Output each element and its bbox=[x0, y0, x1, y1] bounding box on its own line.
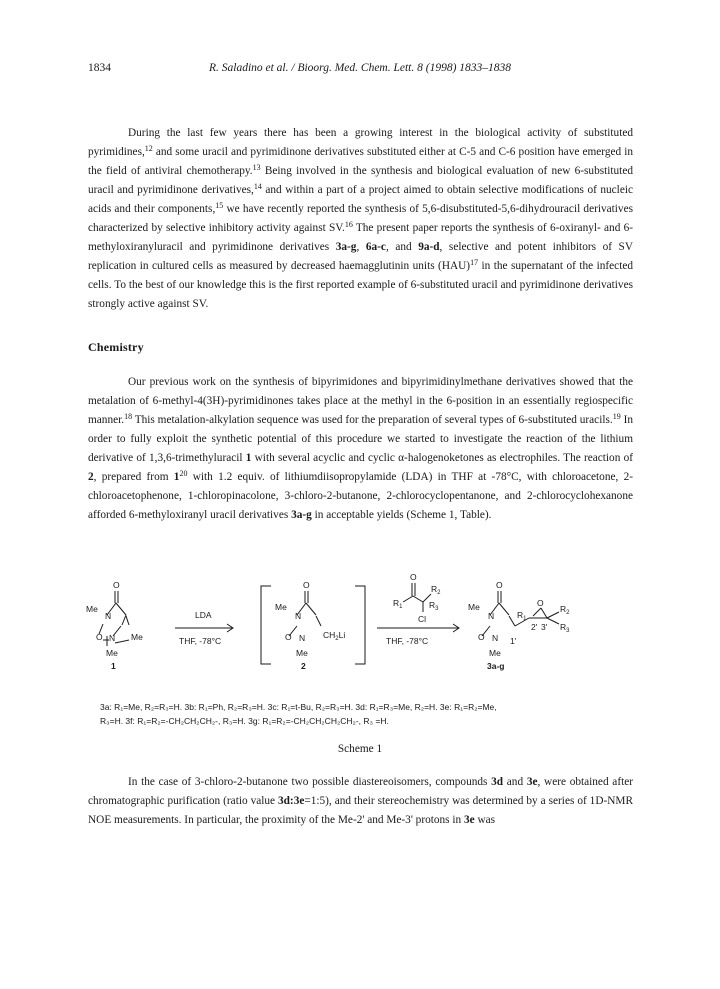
atom-label: $R_2$ bbox=[431, 584, 441, 596]
atom-label: Me bbox=[296, 648, 308, 658]
atom-label: N bbox=[299, 633, 306, 643]
running-header: R. Saladino et al. / Bioorg. Med. Chem. Lett. 8 (1998) 1833–1838 bbox=[208, 62, 512, 74]
ref-18: 18 bbox=[124, 412, 133, 421]
chemistry-paragraph: Our previous work on the synthesis of bipyrimidones and bipyrimidinylmethane derivatives showed that the metalation of 6-methyl-4(3H)-pyrimidinones takes place at the methyl in the 6-position in an essentially regiospecific manner.$^{18}$ This metalation-alkylation sequence was used for the preparation of several types of 6-substituted uracils.$^{19}$ In order to fully exploit the synthetic potential of this procedure we started to investigate the reaction of the lithium derivative of 1,3,6-trimethyluracil 1 with several acyclic and cyclic α-halogenoketones as electrophiles. The reaction of 2, prepared from $1^{20}$ with 1.2 equiv. of lithiumdiisopropylamide (LDA) in THF at -78°C, with chloroacetone, 2-chloroacetophenone, 1-chloropinacolone, 3-chloro-2-butanone, 2-chlorocyclopentanone, and 2-chlorocyclohexanone afforded 6-methyloxiranyl uracil derivatives 3a-g in acceptable yields (Scheme 1, Table). bbox=[88, 376, 633, 521]
atom-label: $R_2$ bbox=[560, 604, 570, 616]
ref-19: 19 bbox=[612, 412, 621, 421]
atom-label: $R_3$ bbox=[429, 600, 439, 612]
atom-label: O bbox=[496, 580, 503, 590]
reagent-lda: LDA bbox=[195, 610, 212, 620]
ref-20: 20 bbox=[179, 469, 188, 478]
atom-label: N bbox=[105, 611, 112, 621]
atom-label: Me bbox=[489, 648, 501, 658]
page-number: 1834 bbox=[88, 62, 111, 74]
scheme-caption-line-1: 3a: R₁=Me, R₂=R₃=H. 3b: R₁=Ph, R₂=R₃=H. 3c: R₁=t-Bu, R₂=R₃=H. 3d: R₁=R₃=Me, R₂=H. 3e: R₁=R₂=Me, bbox=[100, 702, 497, 712]
atom-label: Me bbox=[106, 648, 118, 658]
atom-label: O bbox=[303, 580, 310, 590]
scheme-caption-line-2: R₃=H. 3f: R₁=R₂=-CH₂CH₂CH₂-, R₃=H. 3g: R₁=R₂=-CH₂CH₂CH₂CH₂-, R₃ =H. bbox=[100, 716, 389, 726]
atom-label: N bbox=[492, 633, 499, 643]
atom-label: N bbox=[109, 633, 116, 643]
atom-label: O bbox=[410, 572, 417, 582]
atom-label: Cl bbox=[418, 614, 427, 624]
atom-label: Me bbox=[131, 632, 143, 642]
atom-label: N bbox=[488, 611, 495, 621]
atom-label: $R_1$ bbox=[393, 598, 403, 610]
diastereomer-paragraph: In the case of 3-chloro-2-butanone two possible diastereoisomers, compounds 3d and 3e, were obtained after chromatographic purification (ratio value 3d:3e=1:5), and their stereochemistry was determined by a series of 1D-NMR NOE measurements. In particular, the proximity of the Me-2' and Me-3' protons in 3e was bbox=[88, 776, 634, 826]
compound-label-2: 2 bbox=[301, 661, 306, 671]
atom-label: 2' bbox=[531, 622, 538, 632]
ref-12: 12 bbox=[144, 144, 153, 153]
conditions-1: THF, -78°C bbox=[179, 636, 222, 646]
reaction-scheme bbox=[85, 568, 645, 678]
compound-label-1: 1 bbox=[111, 661, 116, 671]
intro-paragraph: During the last few years there has been a growing interest in the biological activity of substituted pyrimidines,$^{12}$ and some uracil and pyrimidinone derivatives substituted either at C-5 and C-6 position have emerged in the field of antiviral chemotherapy.$^{13}$ Being involved in the synthesis and biological evaluation of new 6-substituted uracil and pyrimidinone derivatives,$^{14}$ and within a part of a project aimed to obtain selective modifications of nucleic acids and their components,$^{15}$ we have recently reported the synthesis of 5,6-disubstituted-5,6-dihydrouracil derivatives characterized by selective inhibitory activity against SV.$^{16}$ The present paper reports the synthesis of 6-oxiranyl- and 6-methyloxiranyluracil and pyrimidinone derivatives 3a-g, 6a-c, and 9a-d, selective and potent inhibitors of SV replication in cultured cells as measured by decreased haemagglutinin units (HAU)$^{17}$ in the supernatant of the infected cells. To the best of our knowledge this is the first reported example of 6-substituted uracil and pyrimidinone derivatives strongly active against SV. bbox=[88, 127, 634, 310]
ref-14: 14 bbox=[253, 182, 262, 191]
compound-label-3: 3a-g bbox=[487, 661, 505, 671]
atom-label: O bbox=[113, 580, 120, 590]
atom-label: Me bbox=[275, 602, 287, 612]
atom-label: O bbox=[478, 632, 485, 642]
section-heading-chemistry: Chemistry bbox=[88, 340, 144, 354]
atom-label: O bbox=[96, 632, 103, 642]
atom-label: O bbox=[537, 598, 544, 608]
atom-label: 3' bbox=[541, 622, 548, 632]
ref-15: 15 bbox=[215, 201, 224, 210]
ref-17: 17 bbox=[470, 258, 479, 267]
atom-label: N bbox=[295, 611, 302, 621]
atom-label: $CH_2Li$ bbox=[323, 630, 346, 642]
atom-label: $R_3$ bbox=[560, 622, 570, 634]
atom-label: $R_1$ bbox=[517, 610, 527, 622]
atom-label: O bbox=[285, 632, 292, 642]
atom-label: Me bbox=[468, 602, 480, 612]
ref-13: 13 bbox=[252, 163, 261, 172]
conditions-2: THF, -78°C bbox=[386, 636, 429, 646]
atom-label: Me bbox=[86, 604, 98, 614]
atom-label: 1' bbox=[510, 636, 517, 646]
ref-16: 16 bbox=[344, 220, 353, 229]
scheme-label: Scheme 1 bbox=[337, 743, 383, 755]
